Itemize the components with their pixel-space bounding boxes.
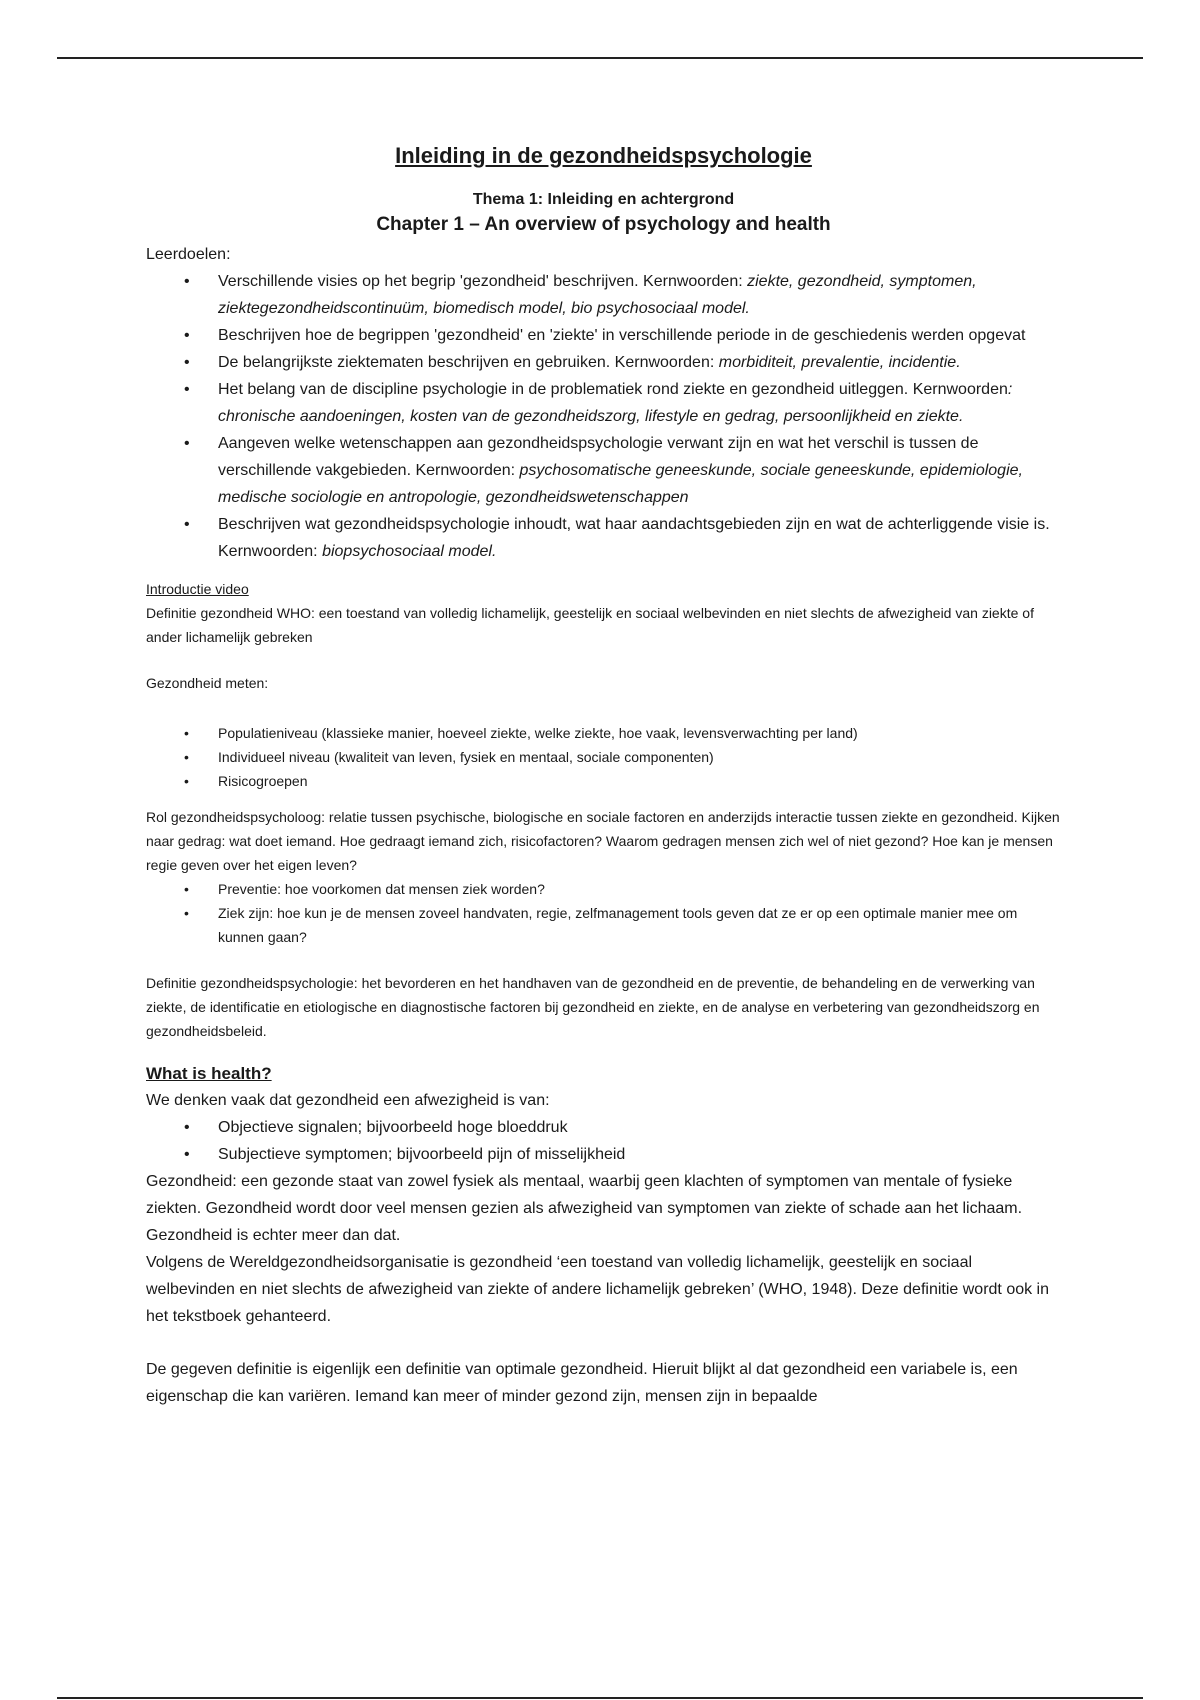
list-item: • Risicogroepen (146, 769, 1061, 793)
health-list (146, 1114, 1061, 1168)
theme-heading: Thema 1: Inleiding en achtergrond (472, 191, 735, 208)
who-definition: Definitie gezondheid WHO: een toestand van volledig lichamelijk, geestelijk en sociaal welbevinden en niet slechts de afwezigheid van ziekte of ander lichamelijk gebreken (146, 605, 1034, 645)
role-text: Rol gezondheidspsycholoog: relatie tussen psychische, biologische en sociale factoren en anderzijds interactie tussen ziekte en gezondheid. Kijken naar gedrag: wat doet iemand. Hoe gedraagt iemand zich, risicofactoren? Waarom gedragen mensen zich wel of niet gezond? Hoe kan je mensen regie geven over het eigen leven? (146, 809, 1060, 873)
role-list (146, 877, 1061, 949)
bottom-rule (57, 1697, 1143, 1699)
list-item: • Aangeven welke wetenschappen aan gezondheidspsychologie verwant zijn en wat het verschil is tussen de verschillende vakgebieden. Kernwoorden: psychosomatische geneeskunde, sociale geneeskunde, epidemiologie, medische sociologie en antropologie, gezondheidswetenschappen (146, 430, 1061, 511)
list-item: • Preventie: hoe voorkomen dat mensen ziek worden? (146, 877, 1061, 901)
paragraph: De gegeven definitie is eigenlijk een definitie van optimale gezondheid. Hieruit blijkt al dat gezondheid een variabele is, een eigenschap die kan variëren. Iemand kan meer of minder gezond zijn, mensen zijn in bepaalde (146, 1361, 1018, 1405)
list-item: • Ziek zijn: hoe kun je de mensen zoveel handvaten, regie, zelfmanagement tools geven dat ze er op een optimale manier mee om kunnen gaan? (146, 901, 1061, 949)
goals-label: Leerdoelen: (146, 246, 231, 263)
document-body (146, 143, 1061, 1410)
goals-list (146, 268, 1061, 565)
list-item: • Het belang van de discipline psychologie in de problematiek rond ziekte en gezondheid uitleggen. Kernwoorden: chronische aandoeningen, kosten van de gezondheidszorg, lifestyle en gedrag, persoonlijkheid en ziekte. (146, 376, 1061, 430)
list-item: • Subjectieve symptomen; bijvoorbeeld pijn of misselijkheid (146, 1141, 1061, 1168)
document-title: Inleiding in de gezondheidspsychologie (395, 143, 812, 168)
top-rule (57, 57, 1143, 59)
intro-video-label: Introductie video (146, 581, 249, 597)
psychology-definition: Definitie gezondheidspsychologie: het bevorderen en het handhaven van de gezondheid en de preventie, de behandeling en de verwerking van ziekte, de identificatie en etiologische en diagnostische factoren bij gezondheid en ziekte, en de analyse en verbetering van gezondheidszorg en gezondheidsbeleid. (146, 975, 1040, 1039)
section-heading: What is health? (146, 1064, 272, 1083)
list-item: • Objectieve signalen; bijvoorbeeld hoge bloeddruk (146, 1114, 1061, 1141)
list-item: • Verschillende visies op het begrip 'gezondheid' beschrijven. Kernwoorden: ziekte, gezondheid, symptomen, ziektegezondheidscontinuüm, biomedisch model, bio psychosociaal model. (146, 268, 1061, 322)
measure-list (146, 721, 1061, 793)
list-item: • De belangrijkste ziektematen beschrijven en gebruiken. Kernwoorden: morbiditeit, prevalentie, incidentie. (146, 349, 1061, 376)
list-item: • Populatieniveau (klassieke manier, hoeveel ziekte, welke ziekte, hoe vaak, levensverwachting per land) (146, 721, 1061, 745)
paragraph: Volgens de Wereldgezondheidsorganisatie is gezondheid ‘een toestand van volledig lichamelijk, geestelijk en sociaal welbevinden en niet slechts de afwezigheid van ziekte of andere lichamelijk gebreken’ (WHO, 1948). Deze definitie wordt ook in het tekstboek gehanteerd. (146, 1254, 1050, 1325)
list-item: • Beschrijven wat gezondheidspsychologie inhoudt, wat haar aandachtsgebieden zijn en wat de achterliggende visie is. Kernwoorden: biopsychosociaal model. (146, 511, 1061, 565)
measure-label: Gezondheid meten: (146, 675, 269, 691)
list-item: • Individueel niveau (kwaliteit van leven, fysiek en mentaal, sociale componenten) (146, 745, 1061, 769)
health-intro: We denken vaak dat gezondheid een afwezigheid is van: (146, 1092, 550, 1109)
paragraph: Gezondheid: een gezonde staat van zowel fysiek als mentaal, waarbij geen klachten of symptomen van mentale of fysieke ziekten. Gezondheid wordt door veel mensen gezien als afwezigheid van symptomen van ziekte of schade aan het lichaam. Gezondheid is echter meer dan dat. (146, 1173, 1023, 1244)
list-item: • Beschrijven hoe de begrippen 'gezondheid' en 'ziekte' in verschillende periode in de geschiedenis werden opgevat (146, 322, 1061, 349)
chapter-heading: Chapter 1 – An overview of psychology and health (376, 214, 831, 235)
